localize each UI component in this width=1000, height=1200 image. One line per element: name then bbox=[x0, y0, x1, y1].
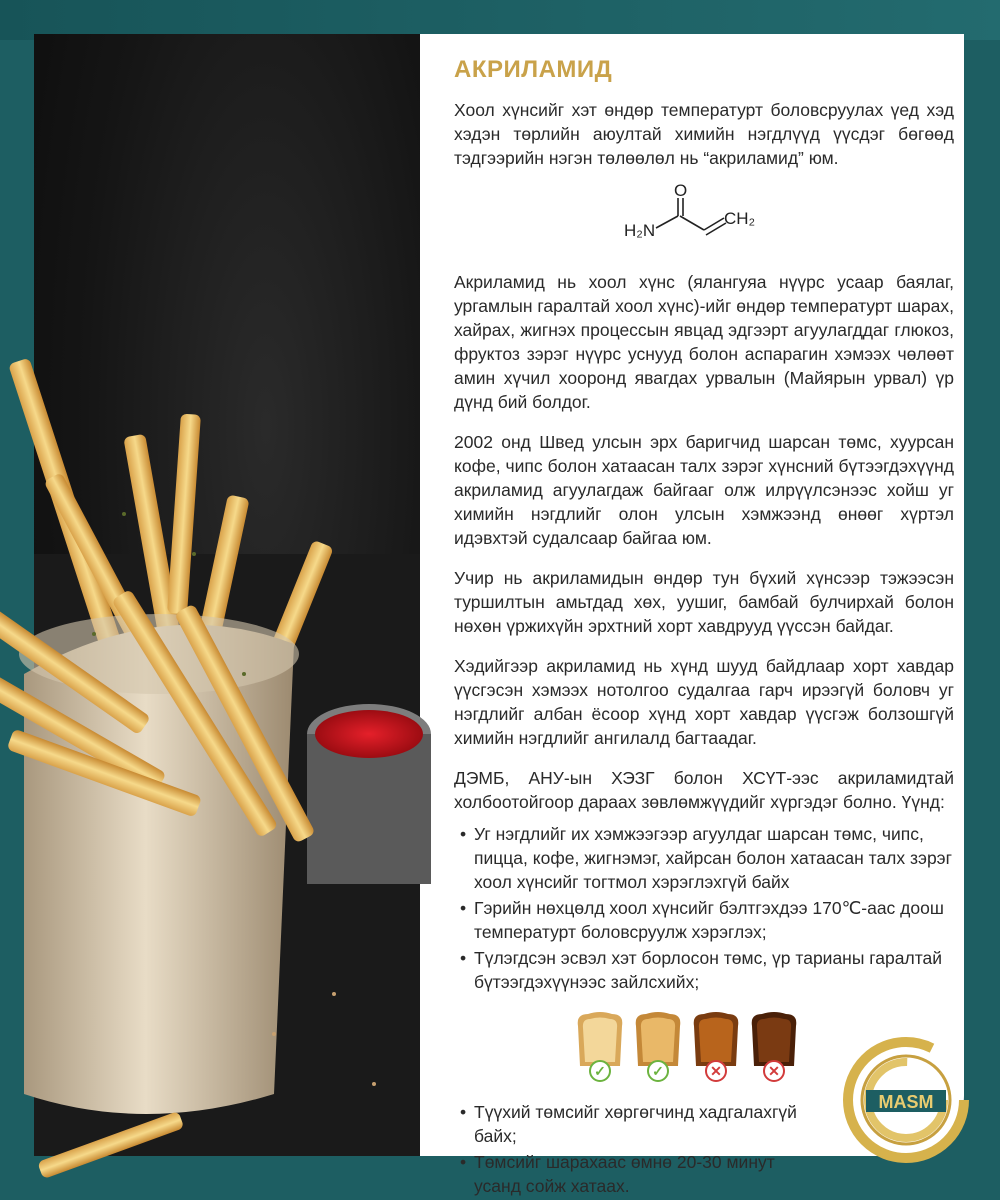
logo-text: MASM bbox=[878, 1092, 934, 1112]
article-text bbox=[454, 58, 954, 1200]
check-icon: ✓ bbox=[589, 1060, 611, 1082]
fries-illustration bbox=[34, 34, 420, 1156]
paragraph-5: ДЭМБ, АНУ-ын ХЭЗГ болон ХСҮТ-ээс акриламидтай холбоотойгоор дараах зөвлөмжүүдийг хүргэдэг болно. Үүнд: bbox=[454, 768, 954, 812]
article-title: АКРИЛАМИД bbox=[454, 56, 613, 83]
intro-paragraph: Хоол хүнсийг хэт өндөр температурт боловсруулах үед хэд хэдэн төрлийн аюултай химийн нэгдлүүд үүсдэг бөгөөд тэдгээрийн нэгэн төлөөлөл нь “акриламид” юм. bbox=[454, 100, 954, 168]
formula-oxygen: O bbox=[674, 181, 688, 200]
paragraph-1: Акриламид нь хоол хүнс (ялангуяа нүүрс усаар баялаг, ургамлын гаралтай хоол хүнс)-ийг өндөр температурт шарах, хайрах, жигнэх процессын явцад эдгээрт агуулагддаг глюкоз, фруктоз зэрэг нүүрс уснууд болон аспарагин хэмээх чөлөөт амин хүчил хооронд явагдах урвалын (Майярын урвал) үр дүнд бий болдог. bbox=[454, 272, 954, 412]
cross-icon: ✕ bbox=[705, 1060, 727, 1082]
recommendations-list bbox=[454, 822, 954, 994]
article-card bbox=[34, 34, 964, 1196]
list-item: • Түлэгдсэн эсвэл хэт борлосон төмс, үр тарианы гаралтай бүтээгдэхүүнээс зайлсхийх; bbox=[460, 946, 954, 994]
list-item: • Уг нэгдлийг их хэмжээгээр агуулдаг шарсан төмс, чипс, пицца, кофе, жигнэмэг, хайрсан болон хатаасан талх зэрэг хоол хүнсийг тогтмол хэрэглэхгүй байх bbox=[460, 822, 954, 894]
cross-icon: ✕ bbox=[763, 1060, 785, 1082]
check-icon: ✓ bbox=[647, 1060, 669, 1082]
formula-amine: H₂N bbox=[624, 221, 656, 240]
masm-logo bbox=[836, 1030, 976, 1170]
paragraph-4: Хэдийгээр акриламид нь хүнд шууд байдлаар хорт хавдар үүсгэсэн хэмээх нотолгоо судалгаа гарч ирээгүй боловч уг нэгдлийг албан ёсоор хүнд хорт хавдар үүсгэж болзошгүй химийн нэгдлийг ангилалд багтаадаг. bbox=[454, 656, 954, 748]
paragraph-2: 2002 онд Швед улсын эрх баригчид шарсан төмс, хуурсан кофе, чипс болон хатаасан талх зэрэг хүнсний бүтээгдэхүүнд акриламид агуулагдаж байгааг олж илрүүлсэнээс хойш уг химийн нэгдлийг олон улсын хэмжээнд өнөөг хүртэл идэвхтэй судалсаар байгаа юм. bbox=[454, 432, 954, 548]
paragraph-3: Учир нь акриламидын өндөр тун бүхий хүнсээр тэжээсэн туршилтын амьтдад хөх, уушиг, бамбай булчирхай болон нөхөн үржихүйн эрхтний хорт хавдрууд үүссэн байдаг. bbox=[454, 568, 954, 636]
list-item: • Гэрийн нөхцөлд хоол хүнсийг бэлтгэхдээ 170℃-аас доош температурт боловсруулж хэрэглэх; bbox=[460, 896, 954, 944]
recommendations-list-2 bbox=[454, 1100, 814, 1198]
fries-photo bbox=[34, 34, 420, 1156]
list-item: • Төмсийг шарахаас өмнө 20-30 минут усанд сойж хатаах. bbox=[460, 1150, 814, 1198]
list-item: • Түүхий төмсийг хөргөгчинд хадгалахгүй байх; bbox=[460, 1100, 814, 1148]
acrylamide-structure-icon bbox=[624, 180, 784, 260]
acrylamide-formula bbox=[454, 180, 954, 262]
formula-methylene: CH₂ bbox=[724, 209, 756, 228]
